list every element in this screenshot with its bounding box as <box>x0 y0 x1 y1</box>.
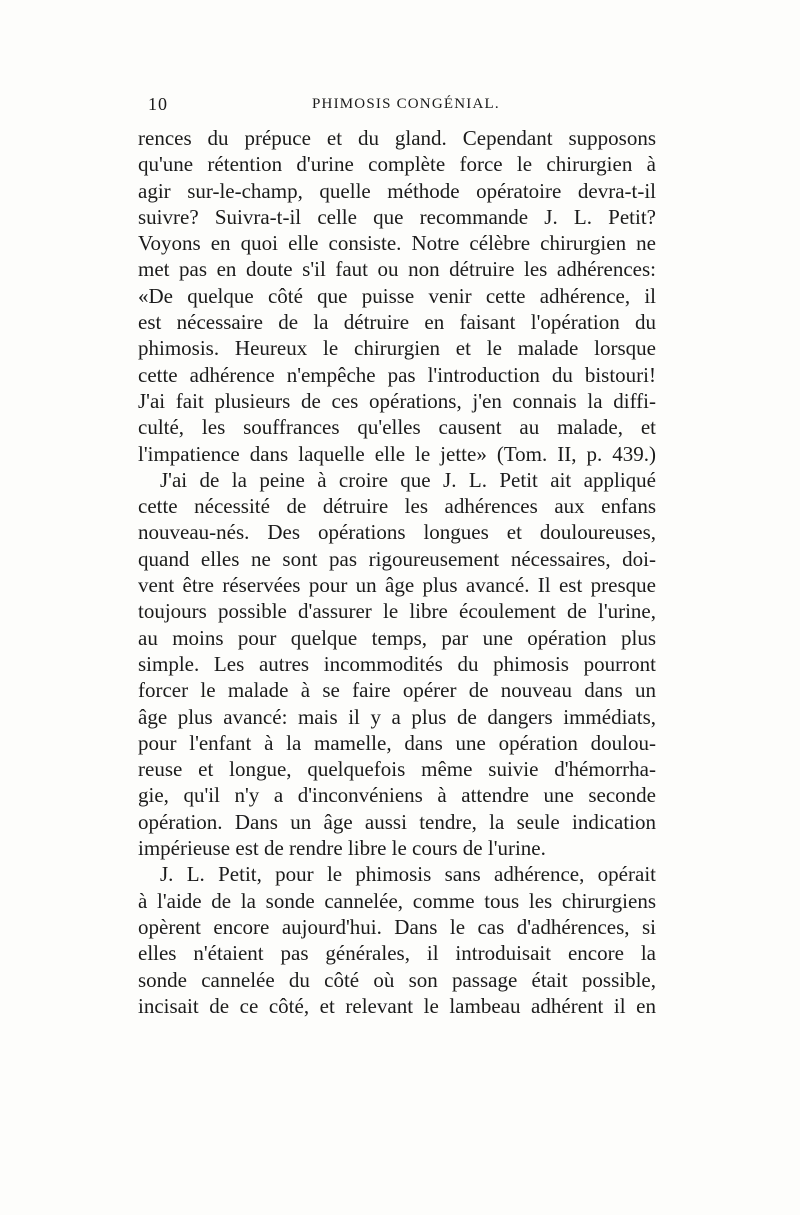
text-line: cette adhérence n'empêche pas l'introduction du bistouri! <box>138 362 656 387</box>
text-line: suivre? Suivra-t-il celle que recommande J. L. Petit? <box>138 204 656 229</box>
text-line: cette nécessité de détruire les adhérences aux enfans <box>138 494 656 519</box>
text-line: opération. Dans un âge aussi tendre, la seule indication <box>138 809 656 834</box>
text-line: quand elles ne sont pas rigoureusement nécessaires, doi- <box>138 546 656 571</box>
text-line: phimosis. Heureux le chirurgien et le malade lorsque <box>138 336 656 361</box>
page-header <box>142 94 662 120</box>
text-line: incisait de ce côté, et relevant le lambeau adhérent il en <box>138 993 656 1018</box>
text-line: J'ai fait plusieurs de ces opérations, j'en connais la diffi- <box>138 388 656 413</box>
paragraph-last-line: impérieuse est de rendre libre le cours de l'urine. <box>138 836 546 861</box>
page-number: 10 <box>148 94 168 114</box>
text-line: forcer le malade à se faire opérer de nouveau dans un <box>138 678 656 703</box>
text-line: opèrent encore aujourd'hui. Dans le cas d'adhérences, si <box>138 914 656 939</box>
text-line: vent être réservées pour un âge plus avancé. Il est presque <box>138 573 656 598</box>
text-line: met pas en doute s'il faut ou non détruire les adhérences: <box>138 257 656 282</box>
text-line: qu'une rétention d'urine complète force le chirurgien à <box>138 152 656 177</box>
text-line: reuse et longue, quelquefois même suivie d'hémorrha- <box>138 757 656 782</box>
text-line: est nécessaire de la détruire en faisant l'opération du <box>138 310 656 335</box>
text-line: culté, les souffrances qu'elles causent au malade, et <box>138 415 656 440</box>
text-line: nouveau-nés. Des opérations longues et douloureuses, <box>138 520 656 545</box>
text-line: gie, qu'il n'y a d'inconvéniens à attendre une seconde <box>138 783 656 808</box>
text-line: toujours possible d'assurer le libre écoulement de l'urine, <box>138 599 656 624</box>
text-line: simple. Les autres incommodités du phimosis pourront <box>138 651 656 676</box>
text-line: Voyons en quoi elle consiste. Notre célèbre chirurgien ne <box>138 231 656 256</box>
text-line: elles n'étaient pas générales, il introduisait encore la <box>138 941 656 966</box>
text-line: «De quelque côté que puisse venir cette adhérence, il <box>138 283 656 308</box>
running-title: PHIMOSIS CONGÉNIAL. <box>312 96 500 112</box>
text-line: agir sur-le-champ, quelle méthode opératoire devra-t-il <box>138 178 656 203</box>
paragraph-first-line: J'ai de la peine à croire que J. L. Petit ait appliqué <box>160 467 656 492</box>
text-line: pour l'enfant à la mamelle, dans une opération doulou- <box>138 730 656 755</box>
paragraph-first-line: J. L. Petit, pour le phimosis sans adhérence, opérait <box>160 862 656 887</box>
body-text <box>138 125 656 1019</box>
text-line: à l'aide de la sonde cannelée, comme tous les chirurgiens <box>138 888 656 913</box>
text-line: rences du prépuce et du gland. Cependant supposons <box>138 126 656 150</box>
text-line: sonde cannelée du côté où son passage était possible, <box>138 967 656 992</box>
text-line: âge plus avancé: mais il y a plus de dangers immédiats, <box>138 704 656 729</box>
text-line: l'impatience dans laquelle elle le jette» (Tom. II, p. 439.) <box>138 441 656 466</box>
text-line: au moins pour quelque temps, par une opération plus <box>138 625 656 650</box>
